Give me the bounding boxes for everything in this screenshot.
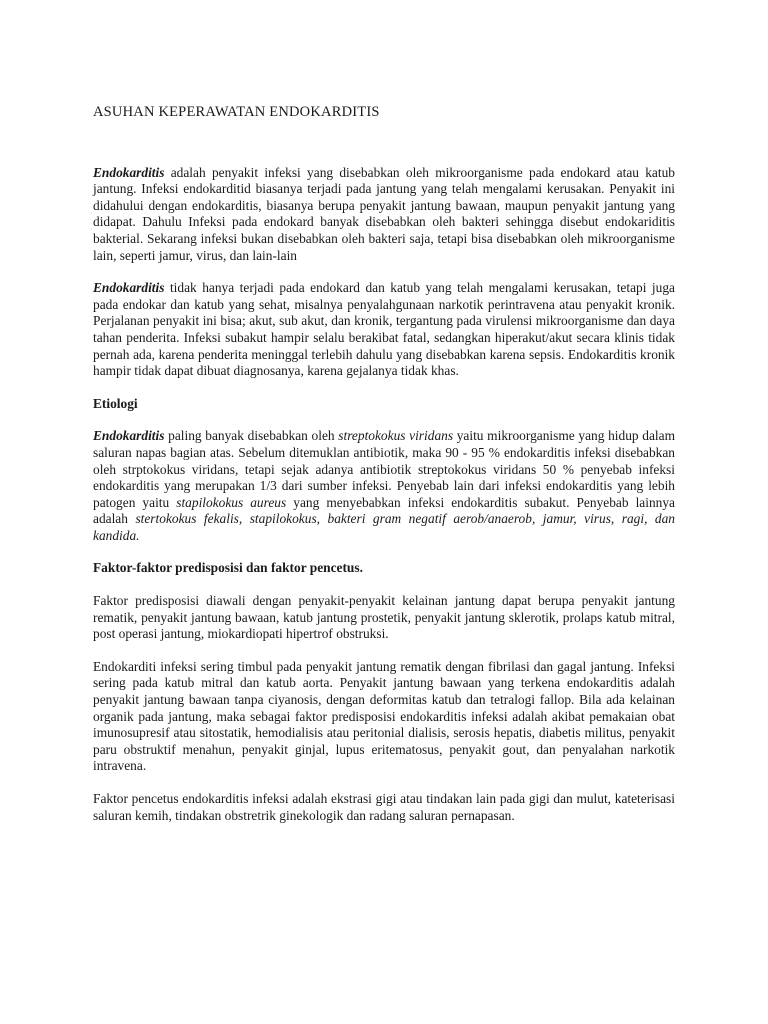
document-title: ASUHAN KEPERAWATAN ENDOKARDITIS [93,104,380,120]
paragraph-endokarditi-infeksi: Endokarditi infeksi sering timbul pada penyakit jantung rematik dengan fibrilasi dan gagal jantung. Infeksi sering pada katub mitral dan katub aorta. Penyakit jantung bawaan yang terkena endokarditis adalah penyakit jantung bawaan tanpa ciyanosis, dengan deformitas katub dan tetralogi fallop. Bila ada kelainan organik pada jantung, maka sebagai faktor predisposisi endokarditis infeksi adalah akibat pemakaian obat imunosupresif atau sitostatik, hemodialisis atau peritonial dialisis, serosis hepatis, diabetis militus, penyakit paru obstruktif menahun, penyakit ginjal, lupus eritematosus, penyakit gout, dan penyalahan narkotik intravena. [93,658,675,774]
italic-term: stapilokokus aureus [176,494,287,510]
italic-term: streptokokus viridans [338,428,454,444]
paragraph-pencetus: Faktor pencetus endokarditis infeksi adalah ekstrasi gigi atau tindakan lain pada gigi dan mulut, kateterisasi saluran kemih, tindakan obstretrik ginekologik dan radang saluran pernapasan. [93,791,675,823]
term-endokarditis: Endokarditis [93,280,165,296]
term-endokarditis: Endokarditis [93,428,165,444]
paragraph-text: paling banyak disebabkan oleh [164,428,339,444]
paragraph-etiologi [93,428,675,544]
paragraph-predisposisi: Faktor predisposisi diawali dengan penyakit-penyakit kelainan jantung dapat berupa penyakit jantung rematik, penyakit jantung bawaan, katub jantung prostetik, penyakit jantung sklerotik, prolaps katub mitral, post operasi jantung, miokardiopati hipertrof obstruksi. [93,593,675,642]
paragraph-description [93,280,675,380]
document-page [93,104,675,824]
paragraph-definition [93,165,675,265]
term-endokarditis: Endokarditis [93,164,165,180]
paragraph-text: tidak hanya terjadi pada endokard dan katub yang telah mengalami kerusakan, tetapi juga pada endokar dan katub yang sehat, misalnya penyalahgunaan narkotik perintravena atau penyakit kronik. Perjalanan penyakit ini bisa; akut, sub akut, dan kronik, tergantung pada virulensi mikroorganisme dan daya tahan penderita. Infeksi subakut hampir selalu berakibat fatal, sedangkan hiperakut/akut secara klinis tidak pernah ada, karena penderita meninggal terlebih dahulu yang disebabkan karena sepsis. Endokarditis kronik hampir tidak dapat dibuat diagnosanya, karena gejalanya tidak khas. [93,280,675,379]
italic-term: stertokokus fekalis, stapilokokus, bakteri gram negatif aerob/anaerob, jamur, virus, ragi, dan kandida. [93,511,675,543]
paragraph-text: yaitu mikroorganisme yang hidup dalam saluran napas bagian atas. Sebelum ditemuklan antibiotik, maka 90 - 95 % endokarditis infeksi disebabkan oleh strptokokus viridans, tetapi sejak adanya antibiotik streptokokus viridans 50 % penyebab infeksi endokarditis yang merupakan 1/3 dari sumber infeksi. Penyebab lain dari infeksi endokarditis yang lebih patogen yaitu [93,428,675,510]
heading-faktor: Faktor-faktor predisposisi dan faktor pencetus. [93,560,363,576]
paragraph-text: yang menyebabkan infeksi endokarditis subakut. Penyebab lainnya adalah [93,494,675,527]
heading-etiologi: Etiologi [93,395,138,411]
paragraph-text: adalah penyakit infeksi yang disebabkan oleh mikroorganisme pada endokard atau katub jantung. Infeksi endokarditid biasanya terjadi pada jantung yang telah mengalami kerusakan. Penyakit ini didahului dengan endokarditis, biasanya berupa penyakit jantung bawaan, maupun penyakit jantung yang didapat. Dahulu Infeksi pada endokard banyak disebabkan oleh bakteri sehingga disebut endokariditis bakterial. Sekarang infeksi bukan disebabkan oleh bakteri saja, tetapi bisa disebabkan oleh mikroorganisme lain, seperti jamur, virus, dan lain-lain [93,164,675,263]
